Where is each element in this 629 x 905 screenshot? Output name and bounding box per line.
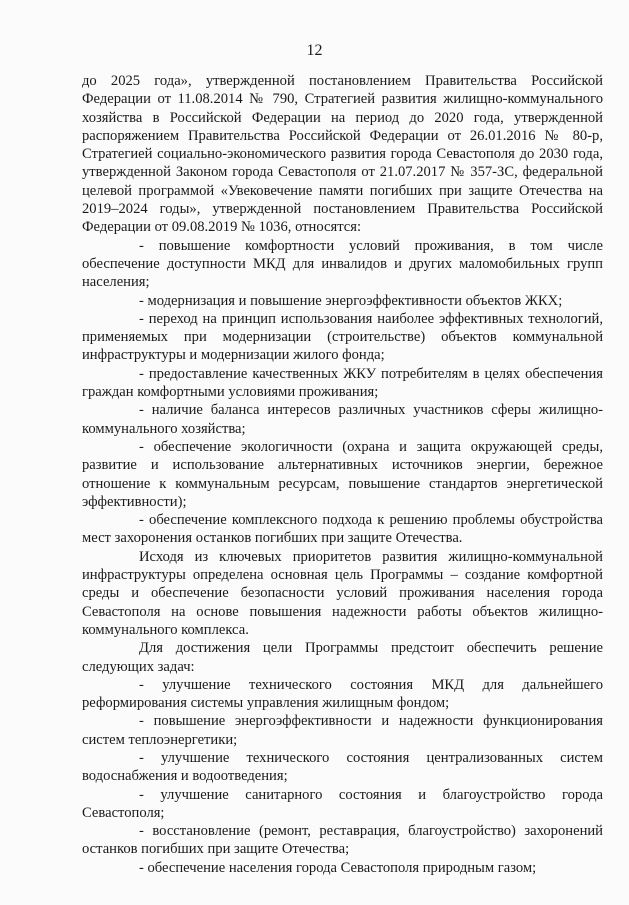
list-item-ecology: - обеспечение экологичности (охрана и защита окружающей среды, развитие и использование альтернативных источников энергии, бережное отношение к коммунальным ресурсам, повышение стандартов энергетической эффективности); (82, 438, 603, 510)
paragraph-tasks-intro: Для достижения цели Программы предстоит обеспечить решение следующих задач: (82, 640, 603, 675)
list-item-task-sanitation: - улучшение санитарного состояния и благоустройство города Севастополя; (82, 786, 603, 821)
list-item-task-burials: - восстановление (ремонт, реставрация, благоустройство) захоронений останков погибших при защите Отечества; (82, 823, 603, 858)
list-item-comfort: - повышение комфортности условий проживания, в том числе обеспечение доступности МКД для инвалидов и других маломобильных групп населения; (82, 237, 603, 291)
list-item-task-water: - улучшение технического состояния централизованных систем водоснабжения и водоотведения; (82, 749, 603, 785)
paragraph-strategies-intro: до 2025 года», утвержденной постановлением Правительства Российской Федерации от 11.08.2014 № 790, Стратегией развития жилищно-коммунального хозяйства в Российской Федерации на период до 2020 года, утвержденной распоряжением Правительства Российской Федерации от 26.01.2016 № 80-р, Стратегией социально-экономического развития города Севастополя до 2030 года, утвержденной Законом города Севастополя от 21.07.2017 № 357-ЗС, федеральной целевой программой «Увековечение памяти погибших при защите Отечества на 2019–2024 годы», утвержденной постановлением Правительства Российской Федерации от 09.08.2019 № 1036, относятся: (82, 73, 603, 236)
page-number: 12 (306, 42, 323, 59)
list-item-balance-interests: - наличие баланса интересов различных участников сферы жилищно-коммунального хозяйства; (82, 402, 603, 437)
document-body (82, 72, 603, 877)
list-item-task-gas: - обеспечение населения города Севастополя природным газом; (139, 859, 537, 876)
list-item-quality-services: - предоставление качественных ЖКУ потребителям в целях обеспечения граждан комфортными условиями проживания; (82, 365, 603, 401)
list-item-task-housing: - улучшение технического состояния МКД для дальнейшего реформирования системы управления жилищным фондом; (82, 676, 603, 712)
paragraph-program-goal: Исходя из ключевых приоритетов развития жилищно-коммунальной инфраструктуры определена основная цель Программы – создание комфортной среды и обеспечение безопасности условий проживания населения города Севастополя на основе повышения надежности работы объектов жилищно-коммунального комплекса. (82, 548, 603, 638)
list-item-modernization: - модернизация и повышение энергоэффективности объектов ЖКХ; (139, 292, 563, 309)
list-item-burial-sites: - обеспечение комплексного подхода к решению проблемы обустройства мест захоронения останков погибших при защите Отечества. (82, 512, 603, 547)
list-item-technologies: - переход на принцип использования наиболее эффективных технологий, применяемых при модернизации (строительстве) объектов коммунальной инфраструктуры и модернизации жилого фонда; (82, 310, 603, 364)
list-item-task-heat: - повышение энергоэффективности и надежности функционирования систем теплоэнергетики; (82, 713, 603, 748)
